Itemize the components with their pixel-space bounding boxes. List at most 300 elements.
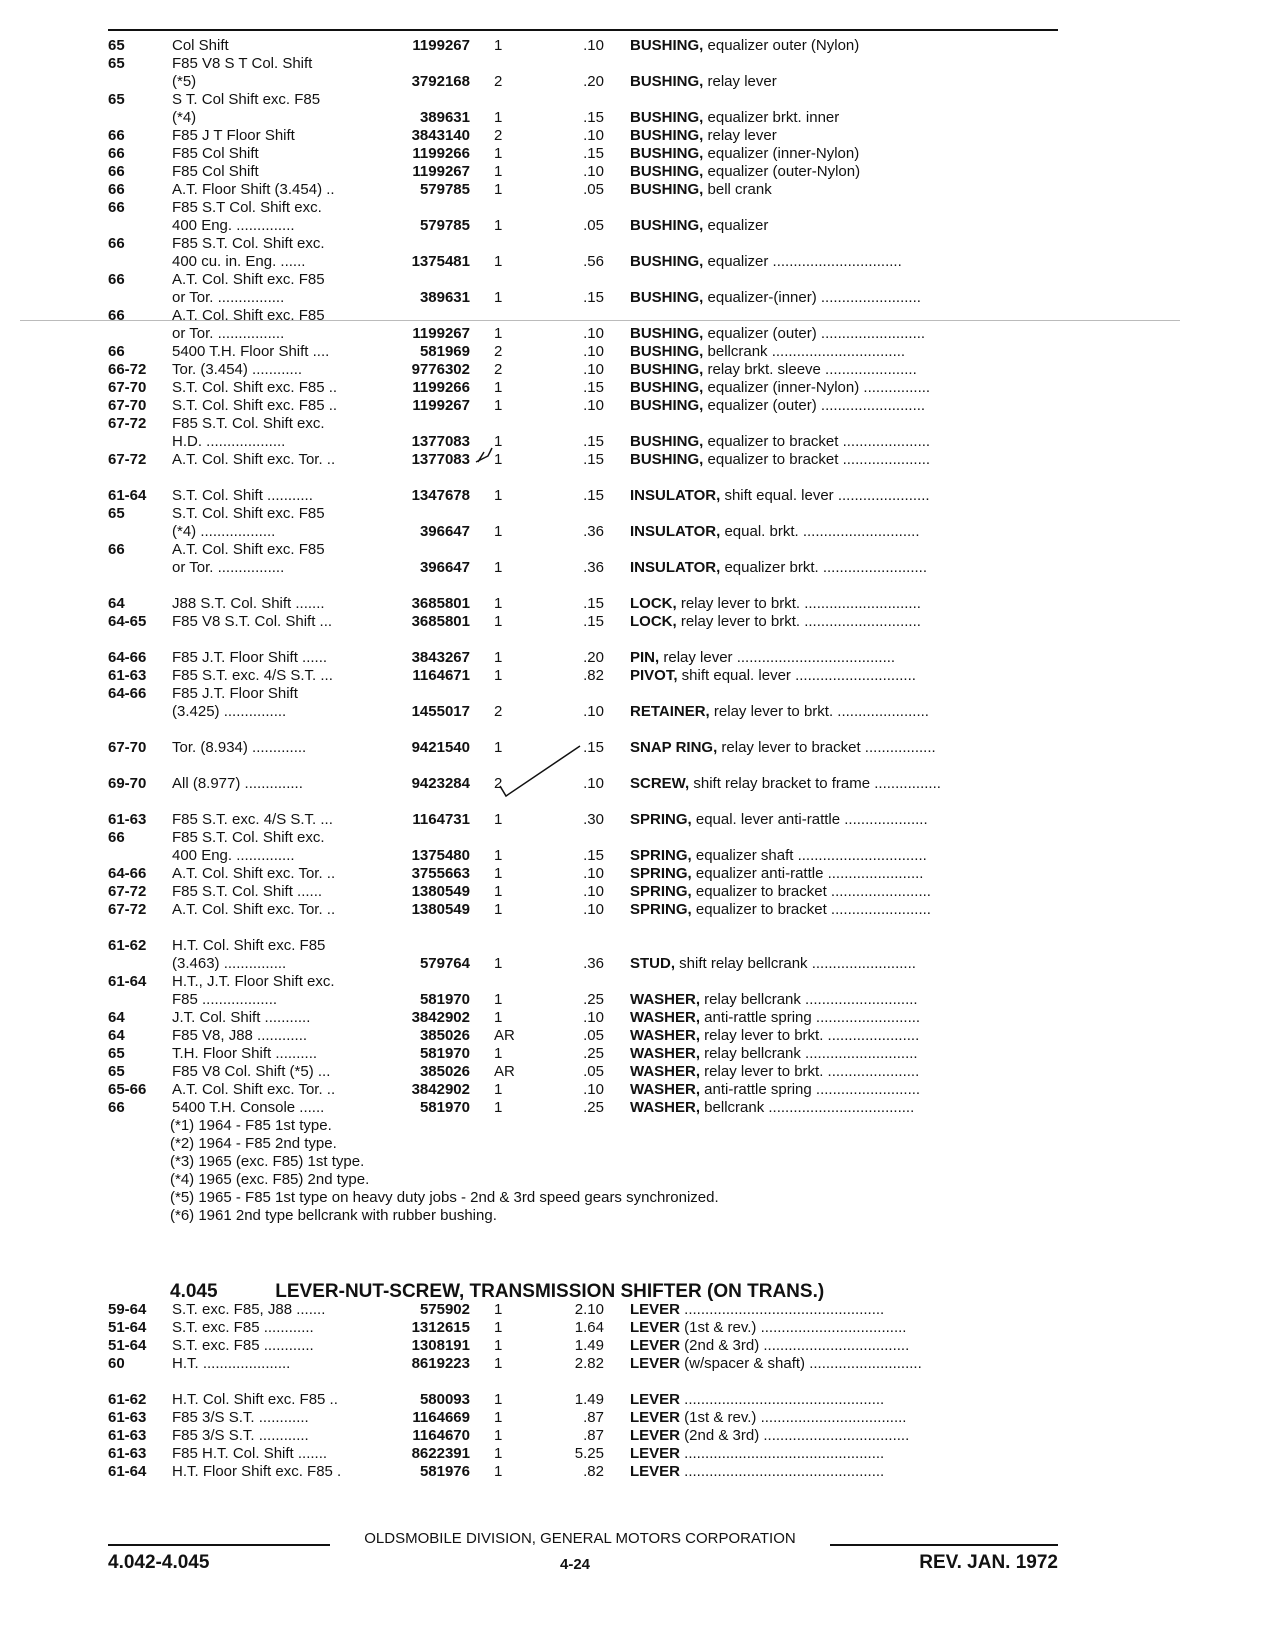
year-range: 67-70 <box>108 739 147 756</box>
price: .82 <box>583 1463 604 1480</box>
section-number: 4.045 <box>170 1281 218 1302</box>
price: .10 <box>583 865 604 882</box>
price: .15 <box>583 433 604 450</box>
application: F85 V8, J88 ............ <box>172 1027 308 1044</box>
year-range: 65-66 <box>108 1081 147 1098</box>
part-description: bell crank <box>703 181 772 198</box>
footnote-text: (*4) 1965 (exc. F85) 2nd type. <box>170 1171 370 1188</box>
part-name-bold: LEVER <box>630 1355 681 1372</box>
year-range: 66 <box>108 235 125 252</box>
part-name-bold: PIVOT, <box>630 667 678 684</box>
application: or Tor. ................ <box>172 559 285 576</box>
quantity: 2 <box>494 775 503 792</box>
application: H.T., J.T. Floor Shift exc. <box>172 973 335 990</box>
part-name-bold: BUSHING, <box>630 433 704 450</box>
part-name-bold: BUSHING, <box>630 397 704 414</box>
part-number: 3755663 <box>411 865 470 882</box>
application: (3.463) ............... <box>172 955 287 972</box>
part-name-bold: PIN, <box>630 649 660 666</box>
price: .15 <box>583 379 604 396</box>
part-name-bold: LEVER <box>630 1337 681 1354</box>
part-name-bold: LEVER <box>630 1463 681 1480</box>
part-description: shift equal. lever ...................... <box>720 487 930 504</box>
year-range: 64-65 <box>108 613 147 630</box>
price: 2.82 <box>574 1355 604 1372</box>
quantity: 1 <box>494 1445 503 1462</box>
check-mark-2 <box>500 746 580 796</box>
part-number: 3843267 <box>411 649 470 666</box>
application: A.T. Col. Shift exc. Tor. .. <box>172 1081 336 1098</box>
year-range: 51-64 <box>108 1319 147 1336</box>
quantity: 1 <box>494 1009 503 1026</box>
price: .56 <box>583 253 604 270</box>
quantity: 1 <box>494 487 503 504</box>
year-range: 67-70 <box>108 397 147 414</box>
application: Col Shift <box>172 37 229 54</box>
application: F85 .................. <box>172 991 278 1008</box>
part-description: anti-rattle spring ......................... <box>700 1081 921 1098</box>
part-number: 1164671 <box>412 667 470 684</box>
part-description: (2nd & 3rd) ................................... <box>680 1337 910 1354</box>
part-number: 3842902 <box>411 1009 470 1026</box>
price: .30 <box>583 811 604 828</box>
part-number: 1199267 <box>412 163 470 180</box>
footer-revision: REV. JAN. 1972 <box>919 1552 1058 1573</box>
application: S.T. exc. F85 ............ <box>172 1319 314 1336</box>
part-number: 385026 <box>419 1063 470 1080</box>
part-number: 389631 <box>419 289 470 306</box>
price: .20 <box>583 649 604 666</box>
year-range: 61-64 <box>108 487 147 504</box>
application: H.T. Floor Shift exc. F85 . <box>172 1463 342 1480</box>
part-number: 579764 <box>419 955 470 972</box>
application: F85 S.T. Col. Shift exc. <box>172 235 325 252</box>
part-number: 1164669 <box>412 1409 470 1426</box>
quantity: 1 <box>494 559 503 576</box>
year-range: 61-63 <box>108 1445 147 1462</box>
part-number: 1199266 <box>412 379 470 396</box>
part-number: 1347678 <box>411 487 470 504</box>
year-range: 64 <box>108 1009 125 1026</box>
quantity: 1 <box>494 739 503 756</box>
quantity: 1 <box>494 325 503 342</box>
part-description: equalizer outer (Nylon) <box>703 37 860 54</box>
price: .10 <box>583 883 604 900</box>
application: 400 cu. in. Eng. ...... <box>172 253 306 270</box>
year-range: 67-72 <box>108 901 147 918</box>
quantity: 1 <box>494 667 503 684</box>
year-range: 65 <box>108 37 125 54</box>
year-range: 61-62 <box>108 937 147 954</box>
application: or Tor. ................ <box>172 289 285 306</box>
price: .05 <box>583 1027 604 1044</box>
price: .10 <box>583 163 604 180</box>
part-description: equalizer to bracket ........................ <box>691 901 931 918</box>
part-description: relay lever to brkt. ...................... <box>709 703 929 720</box>
year-range: 61-63 <box>108 667 147 684</box>
year-range: 66 <box>108 127 125 144</box>
part-name-bold: LEVER <box>630 1319 681 1336</box>
part-name-bold: INSULATOR, <box>630 487 721 504</box>
price: .05 <box>583 181 604 198</box>
price: .10 <box>583 127 604 144</box>
part-description: shift relay bellcrank ......................... <box>675 955 916 972</box>
application: A.T. Col. Shift exc. F85 <box>172 271 325 288</box>
price: 1.64 <box>574 1319 604 1336</box>
price: .10 <box>583 361 604 378</box>
quantity: 1 <box>494 955 503 972</box>
part-number: 3792168 <box>411 73 470 90</box>
part-number: 1375480 <box>411 847 470 864</box>
quantity: AR <box>494 1027 515 1044</box>
part-description: bellcrank ................................... <box>700 1099 915 1116</box>
price: 2.10 <box>574 1301 604 1318</box>
part-name-bold: BUSHING, <box>630 37 704 54</box>
year-range: 66 <box>108 1099 125 1116</box>
application: S.T. Col. Shift exc. F85 .. <box>172 379 338 396</box>
part-number: 385026 <box>419 1027 470 1044</box>
application: or Tor. ................ <box>172 325 285 342</box>
price: .15 <box>583 451 604 468</box>
price: .36 <box>583 523 604 540</box>
part-number: 1164731 <box>412 811 470 828</box>
part-description: (1st & rev.) ................................... <box>680 1409 907 1426</box>
part-name-bold: LEVER <box>630 1445 681 1462</box>
part-description: relay lever ...................................... <box>659 649 896 666</box>
application: H.T. ..................... <box>172 1355 291 1372</box>
application: F85 Col Shift <box>172 145 259 162</box>
part-name-bold: WASHER, <box>630 1099 701 1116</box>
quantity: 1 <box>494 883 503 900</box>
part-description: equalizer anti-rattle ....................... <box>691 865 924 882</box>
part-name-bold: LOCK, <box>630 595 677 612</box>
part-description: relay bellcrank ........................... <box>700 991 918 1008</box>
part-description: ................................................ <box>680 1301 885 1318</box>
part-description: equalizer <box>703 217 769 234</box>
year-range: 66 <box>108 181 125 198</box>
application: T.H. Floor Shift .......... <box>172 1045 318 1062</box>
application: Tor. (8.934) ............. <box>172 739 307 756</box>
application: F85 S.T. Col. Shift exc. <box>172 829 325 846</box>
year-range: 66 <box>108 541 125 558</box>
application: H.D. ................... <box>172 433 286 450</box>
quantity: 1 <box>494 847 503 864</box>
part-description: equal. brkt. ............................ <box>720 523 920 540</box>
price: .10 <box>583 775 604 792</box>
part-number: 3685801 <box>411 613 470 630</box>
application: (*5) <box>172 73 197 90</box>
application: F85 V8 Col. Shift (*5) ... <box>172 1063 331 1080</box>
part-number: 8622391 <box>411 1445 470 1462</box>
part-name-bold: INSULATOR, <box>630 523 721 540</box>
year-range: 64-66 <box>108 649 147 666</box>
price: .20 <box>583 73 604 90</box>
application: F85 3/S S.T. ............ <box>172 1427 309 1444</box>
part-description: relay lever to brkt. ...................... <box>700 1063 920 1080</box>
year-range: 67-70 <box>108 379 147 396</box>
part-description: (1st & rev.) ................................... <box>680 1319 907 1336</box>
part-name-bold: LOCK, <box>630 613 677 630</box>
application: S.T. Col. Shift exc. F85 .. <box>172 397 338 414</box>
year-range: 69-70 <box>108 775 147 792</box>
part-number: 1377083 <box>411 451 470 468</box>
part-name-bold: SPRING, <box>630 847 692 864</box>
part-description: equalizer (outer-Nylon) <box>703 163 861 180</box>
part-name-bold: SCREW, <box>630 775 690 792</box>
part-name-bold: RETAINER, <box>630 703 710 720</box>
part-description: equal. lever anti-rattle .................... <box>691 811 928 828</box>
part-description: (2nd & 3rd) ................................... <box>680 1427 910 1444</box>
part-number: 9776302 <box>411 361 470 378</box>
part-name-bold: BUSHING, <box>630 289 704 306</box>
part-number: 3843140 <box>411 127 470 144</box>
part-name-bold: LEVER <box>630 1391 681 1408</box>
year-range: 65 <box>108 1063 125 1080</box>
application: F85 H.T. Col. Shift ....... <box>172 1445 328 1462</box>
price: .15 <box>583 739 604 756</box>
part-number: 581970 <box>419 1099 470 1116</box>
application: (3.425) ............... <box>172 703 287 720</box>
price: .36 <box>583 559 604 576</box>
year-range: 64-66 <box>108 685 147 702</box>
part-number: 579785 <box>419 181 470 198</box>
footnote-text: (*1) 1964 - F85 1st type. <box>170 1117 332 1134</box>
part-description: ................................................ <box>680 1463 885 1480</box>
application: F85 S.T. exc. 4/S S.T. ... <box>172 811 333 828</box>
part-number: 396647 <box>419 559 470 576</box>
application: A.T. Col. Shift exc. Tor. .. <box>172 901 336 918</box>
part-name-bold: WASHER, <box>630 1027 701 1044</box>
price: .10 <box>583 325 604 342</box>
part-name-bold: BUSHING, <box>630 73 704 90</box>
price: .15 <box>583 595 604 612</box>
part-description: relay lever to brkt. ............................ <box>676 595 921 612</box>
check-mark <box>476 448 492 462</box>
part-name-bold: SPRING, <box>630 811 692 828</box>
quantity: 1 <box>494 1409 503 1426</box>
quantity: 1 <box>494 253 503 270</box>
part-number: 1199267 <box>412 397 470 414</box>
part-name-bold: LEVER <box>630 1301 681 1318</box>
part-number: 579785 <box>419 217 470 234</box>
quantity: 1 <box>494 145 503 162</box>
quantity: 1 <box>494 1301 503 1318</box>
footer-section-range: 4.042-4.045 <box>108 1552 210 1573</box>
price: 1.49 <box>574 1337 604 1354</box>
part-number: 396647 <box>419 523 470 540</box>
part-name-bold: BUSHING, <box>630 325 704 342</box>
price: .82 <box>583 667 604 684</box>
part-number: 1312615 <box>411 1319 470 1336</box>
quantity: 1 <box>494 379 503 396</box>
year-range: 65 <box>108 91 125 108</box>
part-name-bold: WASHER, <box>630 1045 701 1062</box>
part-name-bold: BUSHING, <box>630 181 704 198</box>
quantity: 1 <box>494 1081 503 1098</box>
part-number: 1164670 <box>412 1427 470 1444</box>
price: .15 <box>583 109 604 126</box>
part-number: 581976 <box>419 1463 470 1480</box>
price: .10 <box>583 343 604 360</box>
part-description: ................................................ <box>680 1445 885 1462</box>
year-range: 65 <box>108 55 125 72</box>
footnote-text: (*5) 1965 - F85 1st type on heavy duty jobs - 2nd & 3rd speed gears synchronized. <box>170 1189 719 1206</box>
price: .15 <box>583 145 604 162</box>
quantity: 1 <box>494 523 503 540</box>
application: (*4) .................. <box>172 523 276 540</box>
quantity: 1 <box>494 1337 503 1354</box>
quantity: 1 <box>494 865 503 882</box>
price: .15 <box>583 289 604 306</box>
application: 400 Eng. .............. <box>172 217 295 234</box>
quantity: 1 <box>494 289 503 306</box>
price: .10 <box>583 397 604 414</box>
part-description: ................................................ <box>680 1391 885 1408</box>
year-range: 66 <box>108 307 125 324</box>
year-range: 64 <box>108 595 125 612</box>
part-number: 3685801 <box>411 595 470 612</box>
application: 5400 T.H. Console ...... <box>172 1099 325 1116</box>
year-range: 66 <box>108 145 125 162</box>
quantity: 1 <box>494 163 503 180</box>
year-range: 66 <box>108 163 125 180</box>
application: All (8.977) .............. <box>172 775 303 792</box>
part-name-bold: BUSHING, <box>630 343 704 360</box>
part-number: 389631 <box>419 109 470 126</box>
quantity: 1 <box>494 613 503 630</box>
part-number: 1308191 <box>411 1337 470 1354</box>
part-description: relay brkt. sleeve ...................... <box>703 361 917 378</box>
price: .05 <box>583 1063 604 1080</box>
price: .15 <box>583 847 604 864</box>
part-description: equalizer (outer) ......................... <box>703 325 926 342</box>
application: F85 J.T. Floor Shift <box>172 685 298 702</box>
part-description: equalizer (outer) ......................... <box>703 397 926 414</box>
quantity: 1 <box>494 1391 503 1408</box>
footnote-text: (*6) 1961 2nd type bellcrank with rubber bushing. <box>170 1207 497 1224</box>
quantity: 1 <box>494 1319 503 1336</box>
application: F85 Col Shift <box>172 163 259 180</box>
price: .10 <box>583 703 604 720</box>
year-range: 65 <box>108 505 125 522</box>
part-number: 1199266 <box>412 145 470 162</box>
part-description: relay lever to bracket ................. <box>717 739 936 756</box>
footnote-text: (*3) 1965 (exc. F85) 1st type. <box>170 1153 365 1170</box>
part-description: equalizer shaft ............................... <box>691 847 927 864</box>
application: F85 V8 S T Col. Shift <box>172 55 313 72</box>
price: .05 <box>583 217 604 234</box>
part-name-bold: WASHER, <box>630 991 701 1008</box>
part-number: 9421540 <box>411 739 470 756</box>
part-description: equalizer brkt. ......................... <box>720 559 928 576</box>
application: H.T. Col. Shift exc. F85 .. <box>172 1391 338 1408</box>
part-name-bold: BUSHING, <box>630 217 704 234</box>
quantity: 1 <box>494 1355 503 1372</box>
application: F85 S.T. Col. Shift exc. <box>172 415 325 432</box>
quantity: 2 <box>494 127 503 144</box>
part-number: 1377083 <box>411 433 470 450</box>
quantity: 1 <box>494 811 503 828</box>
year-range: 61-63 <box>108 1427 147 1444</box>
price: .25 <box>583 1099 604 1116</box>
part-number: 580093 <box>419 1391 470 1408</box>
price: .25 <box>583 991 604 1008</box>
part-name-bold: SNAP RING, <box>630 739 718 756</box>
application: A.T. Col. Shift exc. Tor. .. <box>172 451 336 468</box>
quantity: 1 <box>494 649 503 666</box>
year-range: 66 <box>108 271 125 288</box>
part-description: equalizer-(inner) ........................ <box>703 289 921 306</box>
part-number: 8619223 <box>411 1355 470 1372</box>
quantity: 1 <box>494 181 503 198</box>
part-description: anti-rattle spring ......................... <box>700 1009 921 1026</box>
part-name-bold: LEVER <box>630 1409 681 1426</box>
part-description: relay lever to brkt. ...................... <box>700 1027 920 1044</box>
year-range: 61-63 <box>108 1409 147 1426</box>
application: F85 S.T. Col. Shift ...... <box>172 883 323 900</box>
price: .36 <box>583 955 604 972</box>
footnote-text: (*2) 1964 - F85 2nd type. <box>170 1135 337 1152</box>
part-name-bold: BUSHING, <box>630 361 704 378</box>
price: .87 <box>583 1427 604 1444</box>
year-range: 66 <box>108 829 125 846</box>
quantity: 2 <box>494 73 503 90</box>
part-description: equalizer brkt. inner <box>703 109 840 126</box>
application: S.T. Col. Shift ........... <box>172 487 313 504</box>
part-description: equalizer (inner-Nylon) ................ <box>703 379 931 396</box>
year-range: 67-72 <box>108 883 147 900</box>
part-name-bold: LEVER <box>630 1427 681 1444</box>
part-name-bold: SPRING, <box>630 901 692 918</box>
application: F85 J T Floor Shift <box>172 127 295 144</box>
price: 1.49 <box>574 1391 604 1408</box>
application: J.T. Col. Shift ........... <box>172 1009 311 1026</box>
part-name-bold: WASHER, <box>630 1081 701 1098</box>
part-name-bold: BUSHING, <box>630 451 704 468</box>
year-range: 59-64 <box>108 1301 147 1318</box>
part-number: 575902 <box>419 1301 470 1318</box>
footer-page-number: 4-24 <box>560 1556 591 1573</box>
price: .10 <box>583 37 604 54</box>
quantity: 1 <box>494 1463 503 1480</box>
application: F85 S.T Col. Shift exc. <box>172 199 322 216</box>
quantity: 1 <box>494 1045 503 1062</box>
quantity: 1 <box>494 991 503 1008</box>
quantity: 2 <box>494 361 503 378</box>
section-title: LEVER-NUT-SCREW, TRANSMISSION SHIFTER (ON TRANS.) <box>275 1281 825 1302</box>
part-description: relay lever <box>703 73 777 90</box>
part-number: 3842902 <box>411 1081 470 1098</box>
part-description: relay bellcrank ........................... <box>700 1045 918 1062</box>
quantity: 1 <box>494 1099 503 1116</box>
part-name-bold: BUSHING, <box>630 109 704 126</box>
part-name-bold: STUD, <box>630 955 675 972</box>
price: 5.25 <box>574 1445 604 1462</box>
year-range: 64-66 <box>108 865 147 882</box>
price: .87 <box>583 1409 604 1426</box>
application: A.T. Col. Shift exc. F85 <box>172 541 325 558</box>
application: Tor. (3.454) ............ <box>172 361 303 378</box>
quantity: 1 <box>494 109 503 126</box>
part-description: shift equal. lever ............................. <box>677 667 916 684</box>
year-range: 61-64 <box>108 973 147 990</box>
part-number: 581970 <box>419 1045 470 1062</box>
application: A.T. Col. Shift exc. F85 <box>172 307 325 324</box>
year-range: 66 <box>108 199 125 216</box>
application: A.T. Col. Shift exc. Tor. .. <box>172 865 336 882</box>
part-number: 1199267 <box>412 37 470 54</box>
quantity: 1 <box>494 217 503 234</box>
